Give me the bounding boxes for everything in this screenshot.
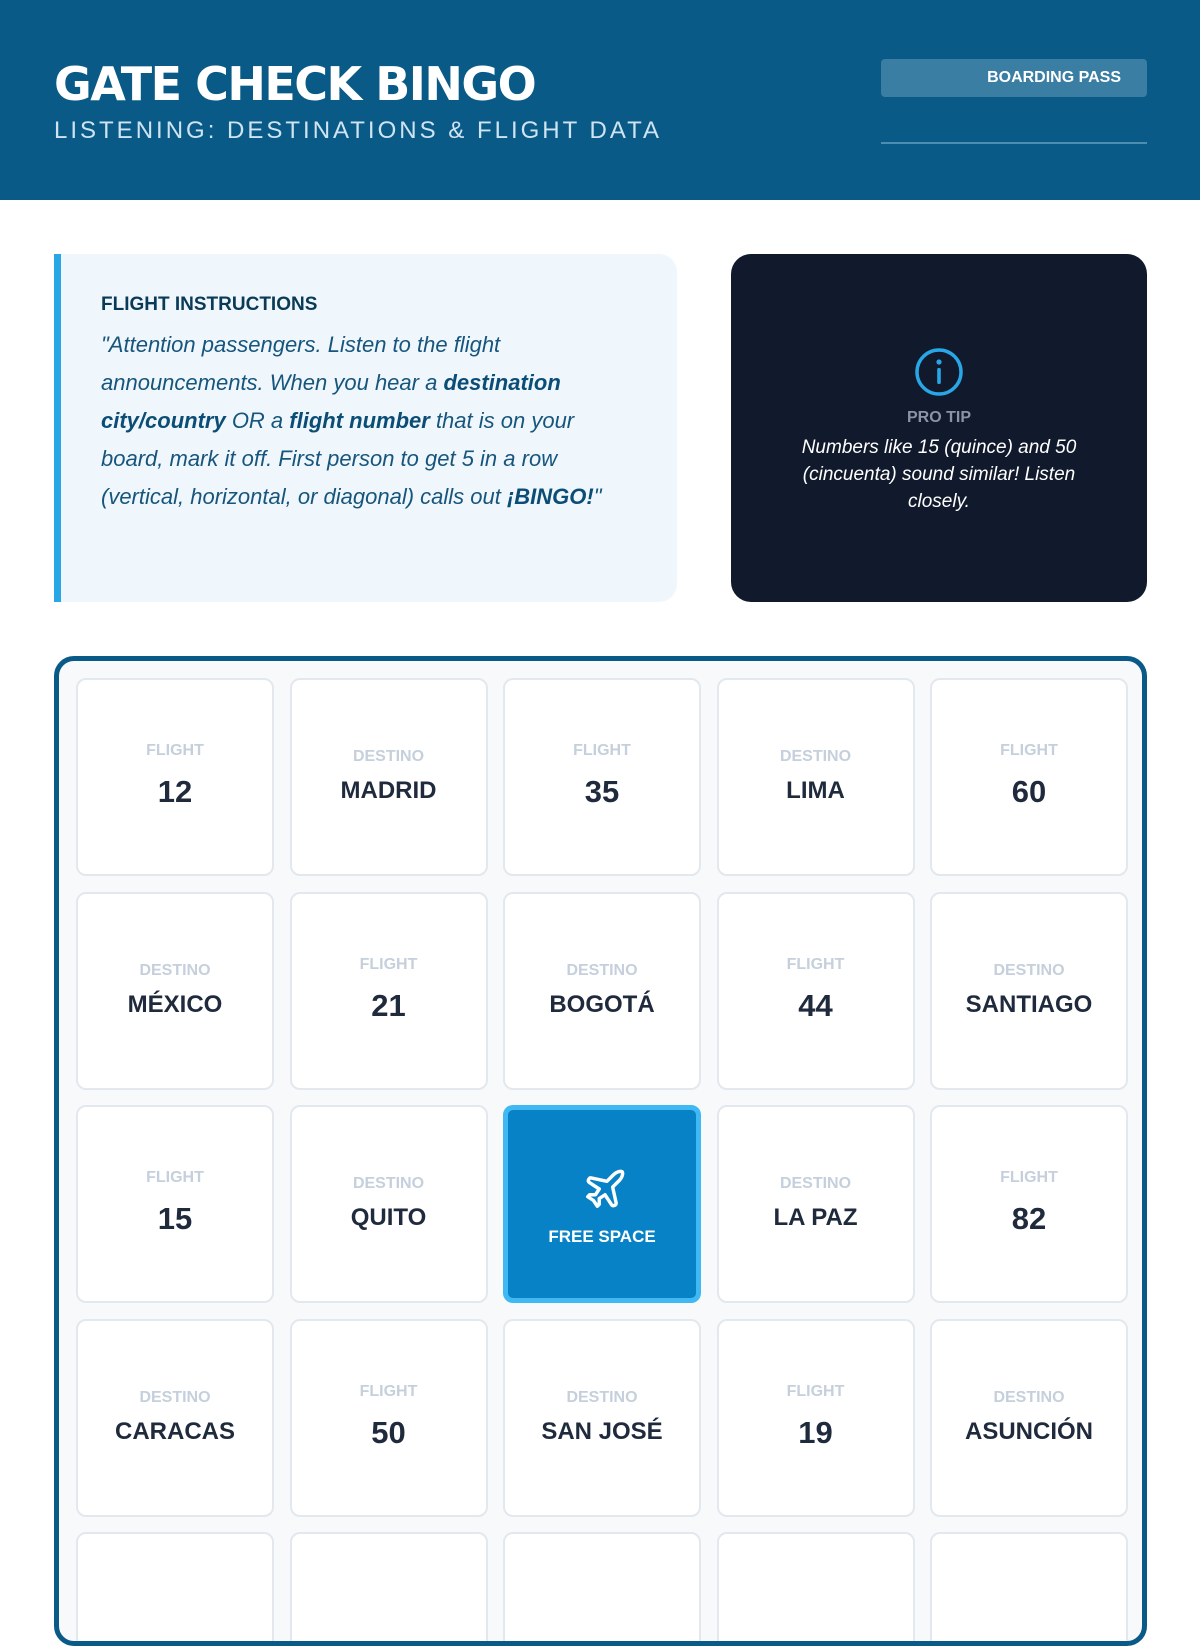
bingo-cell-destination[interactable] bbox=[290, 678, 488, 876]
page-subtitle: LISTENING: DESTINATIONS & FLIGHT DATA bbox=[54, 117, 662, 144]
cell-value: 21 bbox=[371, 987, 406, 1023]
cell-label: FLIGHT bbox=[1000, 742, 1058, 759]
instructions-text-part: OR a bbox=[225, 408, 290, 433]
bingo-cell-destination[interactable] bbox=[76, 892, 274, 1090]
cell-value: 19 bbox=[798, 1414, 833, 1450]
cell-label: FLIGHT bbox=[786, 1382, 845, 1400]
cell-label: DESTINO bbox=[352, 748, 425, 765]
cell-label: DESTINO bbox=[566, 961, 638, 979]
bingo-cell-destination[interactable] bbox=[930, 892, 1128, 1090]
cell-value: MADRID bbox=[340, 777, 437, 804]
instructions-bold-part: flight number bbox=[289, 408, 430, 433]
bingo-cell-flight[interactable] bbox=[76, 678, 274, 876]
cell-value: LA PAZ bbox=[773, 1204, 858, 1231]
name-line bbox=[881, 142, 1147, 144]
instructions-card bbox=[54, 254, 677, 602]
cell-label: DESTINO bbox=[566, 1388, 638, 1406]
cell-label: DESTINO bbox=[139, 961, 211, 979]
page-title: GATE CHECK BINGO bbox=[54, 57, 536, 111]
bingo-cell-destination[interactable] bbox=[76, 1319, 274, 1517]
instructions-bold-part: ¡BINGO! bbox=[506, 484, 594, 509]
airplane-icon bbox=[582, 1166, 628, 1212]
instructions-text-part: that is on your board, mark it off. First person to get 5 in a row (vertical, horizontal, or diagonal) calls out bbox=[101, 408, 575, 509]
cell-label: DESTINO bbox=[139, 1388, 211, 1406]
cell-label: DESTINO bbox=[779, 748, 852, 765]
cell-value: 60 bbox=[1011, 774, 1047, 809]
cell-label: FLIGHT bbox=[146, 1169, 204, 1186]
info-icon bbox=[913, 346, 965, 398]
cell-value: CARACAS bbox=[115, 1417, 235, 1445]
cell-value: QUITO bbox=[350, 1204, 427, 1231]
bingo-cell-empty bbox=[930, 1532, 1128, 1646]
cell-value: 15 bbox=[157, 1201, 193, 1236]
cell-value: 82 bbox=[1011, 1201, 1047, 1236]
instructions-title: FLIGHT INSTRUCTIONS bbox=[101, 294, 318, 315]
cell-label: FLIGHT bbox=[359, 1382, 418, 1400]
cell-label: DESTINO bbox=[993, 961, 1065, 979]
bingo-cell-destination[interactable] bbox=[503, 1319, 701, 1517]
cell-value: ASUNCIÓN bbox=[964, 1417, 1093, 1445]
cell-label: FLIGHT bbox=[359, 955, 418, 973]
bingo-cell-free-space[interactable] bbox=[503, 1105, 701, 1303]
bingo-cell-destination[interactable] bbox=[717, 678, 915, 876]
bingo-cell-destination[interactable] bbox=[717, 1105, 915, 1303]
cell-value: 44 bbox=[798, 987, 833, 1023]
bingo-cell-empty bbox=[503, 1532, 701, 1646]
bingo-cell-flight[interactable] bbox=[290, 892, 488, 1090]
cell-label: DESTINO bbox=[993, 1388, 1065, 1406]
bingo-cell-empty bbox=[290, 1532, 488, 1646]
instructions-text bbox=[101, 326, 637, 516]
bingo-cell-destination[interactable] bbox=[503, 892, 701, 1090]
cell-value: SAN JOSÉ bbox=[541, 1417, 663, 1445]
bingo-cell-flight[interactable] bbox=[930, 678, 1128, 876]
bingo-cell-flight[interactable] bbox=[503, 678, 701, 876]
cell-label: FLIGHT bbox=[146, 742, 204, 759]
instructions-text-part: "Attention passengers. Listen to the flight announcements. When you hear a bbox=[101, 332, 501, 395]
pro-tip-card bbox=[731, 254, 1147, 602]
bingo-cell-destination[interactable] bbox=[930, 1319, 1128, 1517]
bingo-cell-flight[interactable] bbox=[76, 1105, 274, 1303]
free-space-label: FREE SPACE bbox=[548, 1227, 656, 1246]
bingo-cell-flight[interactable] bbox=[290, 1319, 488, 1517]
cell-label: DESTINO bbox=[352, 1175, 425, 1192]
cell-value: MÉXICO bbox=[127, 990, 223, 1018]
pro-tip-label: PRO TIP bbox=[906, 409, 971, 426]
cell-value: LIMA bbox=[786, 777, 845, 804]
cell-value: SANTIAGO bbox=[965, 990, 1093, 1018]
bingo-cell-flight[interactable] bbox=[717, 1319, 915, 1517]
bingo-cell-flight[interactable] bbox=[717, 892, 915, 1090]
bingo-cell-flight[interactable] bbox=[930, 1105, 1128, 1303]
cell-value: 35 bbox=[584, 774, 620, 809]
instructions-bold-part: destination city/country bbox=[101, 370, 561, 433]
cell-label: DESTINO bbox=[779, 1175, 852, 1192]
cell-label: FLIGHT bbox=[786, 955, 845, 973]
boarding-pass-badge: BOARDING PASS bbox=[881, 59, 1147, 97]
bingo-cell-destination[interactable] bbox=[290, 1105, 488, 1303]
cell-label: FLIGHT bbox=[573, 742, 631, 759]
cell-value: 12 bbox=[157, 774, 193, 809]
cell-value: BOGOTÁ bbox=[549, 990, 655, 1018]
pro-tip-text: Numbers like 15 (quince) and 50 (cincuenta) sound similar! Listen closely. bbox=[801, 437, 1077, 512]
header bbox=[0, 0, 1200, 200]
cell-value: 50 bbox=[371, 1414, 406, 1450]
bingo-board bbox=[54, 656, 1147, 1646]
cell-label: FLIGHT bbox=[1000, 1169, 1058, 1186]
instructions-text-part: " bbox=[593, 484, 602, 509]
bingo-cell-empty bbox=[76, 1532, 274, 1646]
bingo-cell-empty bbox=[717, 1532, 915, 1646]
